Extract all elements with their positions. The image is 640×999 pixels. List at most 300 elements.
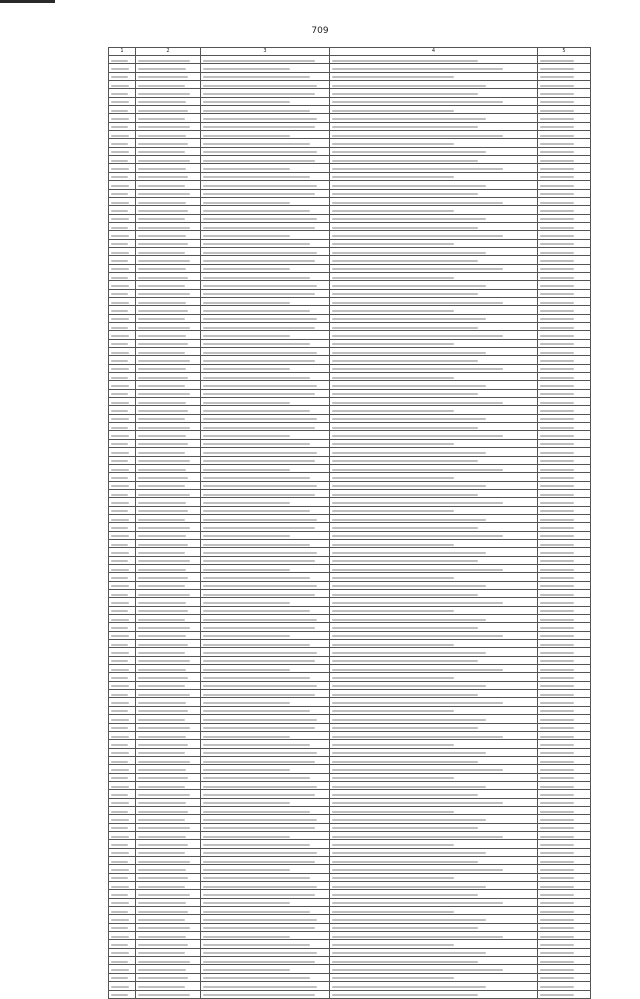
table-cell-col-1	[109, 364, 136, 372]
illegible-text-mark	[111, 60, 128, 62]
illegible-text-mark	[138, 143, 188, 145]
illegible-text-mark	[332, 293, 478, 295]
illegible-text-mark	[332, 377, 454, 379]
table-row	[109, 464, 591, 472]
table-cell-col-2	[136, 481, 201, 489]
table-cell-col-2	[136, 548, 201, 556]
table-cell-col-1	[109, 147, 136, 155]
illegible-text-mark	[111, 460, 128, 462]
illegible-text-mark	[332, 886, 486, 888]
illegible-text-mark	[540, 635, 574, 637]
table-cell-col-1	[109, 214, 136, 222]
table-cell-col-2	[136, 690, 201, 698]
table-cell-col-2	[136, 806, 201, 814]
table-row	[109, 848, 591, 856]
illegible-text-mark	[203, 685, 317, 687]
illegible-text-mark	[203, 502, 290, 504]
table-cell-col-3	[201, 990, 330, 998]
illegible-text-mark	[203, 877, 310, 879]
table-cell-col-1	[109, 131, 136, 139]
table-cell-col-3	[201, 723, 330, 731]
table-cell-col-1	[109, 531, 136, 539]
illegible-text-mark	[540, 235, 574, 237]
table-cell-col-4	[330, 898, 538, 906]
illegible-text-mark	[203, 827, 315, 829]
illegible-text-mark	[540, 427, 574, 429]
illegible-text-mark	[138, 168, 186, 170]
illegible-text-mark	[138, 911, 188, 913]
illegible-text-mark	[540, 469, 574, 471]
illegible-text-mark	[540, 118, 574, 120]
illegible-text-mark	[138, 844, 188, 846]
table-row	[109, 381, 591, 389]
table-cell-col-1	[109, 264, 136, 272]
table-cell-col-2	[136, 473, 201, 481]
table-cell-col-3	[201, 172, 330, 180]
illegible-text-mark	[332, 527, 478, 529]
illegible-text-mark	[138, 619, 185, 621]
illegible-text-mark	[138, 685, 185, 687]
illegible-text-mark	[111, 744, 128, 746]
table-cell-col-3	[201, 364, 330, 372]
table-cell-col-4	[330, 806, 538, 814]
table-cell-col-4	[330, 665, 538, 673]
table-cell-col-2	[136, 857, 201, 865]
illegible-text-mark	[203, 861, 315, 863]
table-cell-col-2	[136, 907, 201, 915]
table-cell-col-3	[201, 915, 330, 923]
table-cell-col-3	[201, 122, 330, 130]
table-cell-col-1	[109, 606, 136, 614]
table-row	[109, 106, 591, 114]
table-cell-col-3	[201, 631, 330, 639]
illegible-text-mark	[111, 827, 128, 829]
table-row	[109, 181, 591, 189]
table-cell-col-2	[136, 781, 201, 789]
illegible-text-mark	[138, 494, 190, 496]
table-cell-col-5	[538, 690, 591, 698]
illegible-text-mark	[138, 560, 190, 562]
illegible-text-mark	[138, 402, 186, 404]
illegible-text-mark	[203, 285, 317, 287]
table-cell-col-2	[136, 364, 201, 372]
illegible-text-mark	[332, 677, 454, 679]
illegible-text-mark	[203, 794, 315, 796]
table-cell-col-2	[136, 665, 201, 673]
table-cell-col-2	[136, 64, 201, 72]
illegible-text-mark	[332, 477, 454, 479]
illegible-text-mark	[111, 777, 128, 779]
table-cell-col-5	[538, 539, 591, 547]
table-row	[109, 748, 591, 756]
illegible-text-mark	[111, 560, 128, 562]
illegible-text-mark	[138, 569, 186, 571]
illegible-text-mark	[111, 861, 128, 863]
illegible-text-mark	[138, 669, 186, 671]
illegible-text-mark	[332, 585, 486, 587]
illegible-text-mark	[203, 277, 310, 279]
table-cell-col-3	[201, 431, 330, 439]
table-cell-col-3	[201, 539, 330, 547]
column-number-row	[109, 48, 591, 56]
illegible-text-mark	[540, 327, 574, 329]
illegible-text-mark	[138, 443, 188, 445]
illegible-text-mark	[540, 101, 574, 103]
table-cell-col-1	[109, 398, 136, 406]
table-cell-col-5	[538, 982, 591, 990]
table-cell-col-5	[538, 932, 591, 940]
table-cell-col-5	[538, 831, 591, 839]
table-cell-col-4	[330, 498, 538, 506]
table-cell-col-3	[201, 731, 330, 739]
table-cell-col-4	[330, 673, 538, 681]
illegible-text-mark	[138, 585, 185, 587]
illegible-text-mark	[111, 677, 128, 679]
table-cell-col-3	[201, 214, 330, 222]
illegible-text-mark	[203, 677, 310, 679]
illegible-text-mark	[203, 852, 317, 854]
table-cell-col-5	[538, 398, 591, 406]
table-cell-col-3	[201, 373, 330, 381]
illegible-text-mark	[203, 85, 317, 87]
illegible-text-mark	[111, 652, 129, 654]
illegible-text-mark	[540, 585, 574, 587]
table-cell-col-4	[330, 72, 538, 80]
table-cell-col-1	[109, 506, 136, 514]
table-cell-col-5	[538, 873, 591, 881]
illegible-text-mark	[111, 961, 128, 963]
illegible-text-mark	[332, 176, 454, 178]
table-row	[109, 364, 591, 372]
table-row	[109, 72, 591, 80]
illegible-text-mark	[540, 76, 574, 78]
illegible-text-mark	[203, 727, 315, 729]
table-cell-col-5	[538, 431, 591, 439]
table-cell-col-3	[201, 681, 330, 689]
table-cell-col-3	[201, 281, 330, 289]
table-cell-col-1	[109, 539, 136, 547]
table-cell-col-1	[109, 423, 136, 431]
table-cell-col-2	[136, 990, 201, 998]
illegible-text-mark	[138, 710, 188, 712]
illegible-text-mark	[540, 911, 574, 913]
table-row	[109, 239, 591, 247]
illegible-text-mark	[332, 902, 503, 904]
illegible-text-mark	[203, 343, 310, 345]
illegible-text-mark	[332, 118, 486, 120]
table-row	[109, 456, 591, 464]
table-cell-col-4	[330, 197, 538, 205]
table-cell-col-2	[136, 272, 201, 280]
table-cell-col-2	[136, 831, 201, 839]
illegible-text-mark	[203, 911, 310, 913]
table-cell-col-5	[538, 790, 591, 798]
table-cell-col-3	[201, 289, 330, 297]
table-row	[109, 731, 591, 739]
table-cell-col-3	[201, 139, 330, 147]
table-cell-col-4	[330, 431, 538, 439]
table-cell-col-5	[538, 640, 591, 648]
table-cell-col-2	[136, 214, 201, 222]
illegible-text-mark	[111, 936, 129, 938]
table-row	[109, 97, 591, 105]
illegible-text-mark	[138, 460, 190, 462]
illegible-text-mark	[203, 719, 317, 721]
illegible-text-mark	[332, 852, 486, 854]
illegible-text-mark	[138, 343, 188, 345]
illegible-text-mark	[111, 886, 129, 888]
table-cell-col-3	[201, 348, 330, 356]
table-cell-col-4	[330, 965, 538, 973]
illegible-text-mark	[138, 677, 188, 679]
illegible-text-mark	[332, 227, 478, 229]
illegible-text-mark	[332, 168, 503, 170]
table-cell-col-3	[201, 456, 330, 464]
illegible-text-mark	[138, 335, 186, 337]
illegible-text-mark	[540, 886, 574, 888]
table-cell-col-3	[201, 489, 330, 497]
illegible-text-mark	[203, 202, 290, 204]
illegible-text-mark	[540, 552, 574, 554]
table-cell-col-1	[109, 973, 136, 981]
table-cell-col-2	[136, 598, 201, 606]
illegible-text-mark	[138, 418, 185, 420]
illegible-text-mark	[332, 685, 486, 687]
table-cell-col-2	[136, 297, 201, 305]
illegible-text-mark	[332, 952, 486, 954]
table-cell-col-4	[330, 648, 538, 656]
illegible-text-mark	[111, 786, 129, 788]
table-cell-col-3	[201, 773, 330, 781]
table-cell-col-2	[136, 398, 201, 406]
table-cell-col-2	[136, 573, 201, 581]
illegible-text-mark	[138, 76, 188, 78]
table-cell-col-5	[538, 556, 591, 564]
table-cell-col-3	[201, 498, 330, 506]
illegible-text-mark	[111, 519, 129, 521]
illegible-text-mark	[111, 710, 128, 712]
table-row	[109, 882, 591, 890]
table-cell-col-4	[330, 823, 538, 831]
table-cell-col-4	[330, 106, 538, 114]
table-cell-col-4	[330, 331, 538, 339]
table-cell-col-3	[201, 156, 330, 164]
illegible-text-mark	[138, 577, 188, 579]
table-cell-col-1	[109, 281, 136, 289]
illegible-text-mark	[332, 819, 486, 821]
table-cell-col-4	[330, 564, 538, 572]
illegible-text-mark	[332, 393, 478, 395]
table-cell-col-4	[330, 272, 538, 280]
table-cell-col-1	[109, 314, 136, 322]
table-cell-col-1	[109, 239, 136, 247]
illegible-text-mark	[540, 936, 574, 938]
table-cell-col-1	[109, 898, 136, 906]
illegible-text-mark	[203, 435, 290, 437]
table-cell-col-5	[538, 473, 591, 481]
table-cell-col-1	[109, 122, 136, 130]
illegible-text-mark	[332, 243, 454, 245]
table-cell-col-4	[330, 289, 538, 297]
table-cell-col-5	[538, 923, 591, 931]
illegible-text-mark	[111, 368, 129, 370]
table-row	[109, 539, 591, 547]
illegible-text-mark	[332, 352, 486, 354]
table-cell-col-5	[538, 156, 591, 164]
table-cell-col-2	[136, 189, 201, 197]
table-cell-col-1	[109, 181, 136, 189]
table-cell-col-2	[136, 156, 201, 164]
table-row	[109, 857, 591, 865]
table-cell-col-3	[201, 189, 330, 197]
illegible-text-mark	[138, 318, 185, 320]
table-cell-col-3	[201, 314, 330, 322]
table-row	[109, 948, 591, 956]
table-cell-col-5	[538, 606, 591, 614]
illegible-text-mark	[540, 794, 574, 796]
illegible-text-mark	[111, 602, 129, 604]
table-cell-col-4	[330, 156, 538, 164]
illegible-text-mark	[138, 660, 190, 662]
illegible-text-mark	[111, 761, 128, 763]
table-cell-col-4	[330, 598, 538, 606]
illegible-text-mark	[138, 927, 190, 929]
illegible-text-mark	[540, 977, 574, 979]
table-cell-col-2	[136, 222, 201, 230]
table-cell-col-2	[136, 122, 201, 130]
table-cell-col-4	[330, 131, 538, 139]
table-cell-col-4	[330, 781, 538, 789]
table-cell-col-4	[330, 923, 538, 931]
table-row	[109, 656, 591, 664]
table-cell-col-5	[538, 598, 591, 606]
table-cell-col-1	[109, 297, 136, 305]
table-cell-col-5	[538, 439, 591, 447]
illegible-text-mark	[111, 494, 128, 496]
table-cell-col-3	[201, 781, 330, 789]
table-cell-col-5	[538, 456, 591, 464]
table-cell-col-4	[330, 64, 538, 72]
illegible-text-mark	[138, 193, 190, 195]
table-cell-col-5	[538, 289, 591, 297]
table-cell-col-3	[201, 389, 330, 397]
table-row	[109, 865, 591, 873]
table-cell-col-1	[109, 740, 136, 748]
table-cell-col-2	[136, 681, 201, 689]
table-cell-col-2	[136, 172, 201, 180]
table-cell-col-3	[201, 982, 330, 990]
table-cell-col-4	[330, 948, 538, 956]
illegible-text-mark	[540, 577, 574, 579]
table-cell-col-5	[538, 281, 591, 289]
table-cell-col-1	[109, 615, 136, 623]
table-row	[109, 806, 591, 814]
illegible-text-mark	[203, 660, 315, 662]
table-cell-col-5	[538, 706, 591, 714]
illegible-text-mark	[332, 427, 478, 429]
illegible-text-mark	[203, 544, 310, 546]
illegible-text-mark	[203, 76, 310, 78]
table-row	[109, 756, 591, 764]
table-cell-col-4	[330, 723, 538, 731]
table-cell-col-1	[109, 865, 136, 873]
illegible-text-mark	[203, 952, 317, 954]
illegible-text-mark	[332, 894, 478, 896]
illegible-text-mark	[111, 360, 128, 362]
table-cell-col-1	[109, 665, 136, 673]
table-cell-col-1	[109, 957, 136, 965]
table-cell-col-2	[136, 289, 201, 297]
illegible-text-mark	[332, 335, 503, 337]
illegible-text-mark	[540, 894, 574, 896]
table-cell-col-2	[136, 723, 201, 731]
table-cell-col-1	[109, 990, 136, 998]
table-cell-col-2	[136, 940, 201, 948]
illegible-text-mark	[111, 552, 129, 554]
illegible-text-mark	[111, 485, 129, 487]
illegible-text-mark	[111, 427, 128, 429]
illegible-text-mark	[111, 118, 129, 120]
illegible-text-mark	[540, 761, 574, 763]
table-cell-col-2	[136, 898, 201, 906]
table-cell-col-3	[201, 297, 330, 305]
illegible-text-mark	[138, 602, 186, 604]
table-cell-col-3	[201, 406, 330, 414]
table-cell-col-3	[201, 848, 330, 856]
table-cell-col-2	[136, 656, 201, 664]
table-cell-col-2	[136, 840, 201, 848]
table-row	[109, 831, 591, 839]
illegible-text-mark	[111, 769, 129, 771]
table-cell-col-2	[136, 414, 201, 422]
table-row	[109, 231, 591, 239]
illegible-text-mark	[138, 769, 186, 771]
table-cell-col-2	[136, 131, 201, 139]
table-cell-col-5	[538, 256, 591, 264]
table-cell-col-1	[109, 373, 136, 381]
illegible-text-mark	[111, 335, 129, 337]
illegible-text-mark	[203, 310, 310, 312]
table-cell-col-3	[201, 940, 330, 948]
table-cell-col-2	[136, 915, 201, 923]
table-cell-col-3	[201, 531, 330, 539]
table-cell-col-2	[136, 389, 201, 397]
table-cell-col-2	[136, 815, 201, 823]
illegible-text-mark	[332, 911, 454, 913]
table-cell-col-5	[538, 297, 591, 305]
table-cell-col-1	[109, 723, 136, 731]
table-cell-col-4	[330, 122, 538, 130]
table-row	[109, 423, 591, 431]
table-row	[109, 481, 591, 489]
illegible-text-mark	[203, 635, 290, 637]
illegible-text-mark	[138, 519, 185, 521]
illegible-text-mark	[111, 911, 128, 913]
table-cell-col-3	[201, 323, 330, 331]
illegible-text-mark	[203, 744, 310, 746]
table-cell-col-4	[330, 114, 538, 122]
illegible-text-mark	[203, 994, 315, 996]
illegible-text-mark	[540, 285, 574, 287]
illegible-text-mark	[332, 443, 454, 445]
table-cell-col-2	[136, 456, 201, 464]
table-cell-col-3	[201, 907, 330, 915]
illegible-text-mark	[111, 902, 129, 904]
illegible-text-mark	[138, 218, 185, 220]
illegible-text-mark	[203, 961, 315, 963]
illegible-text-mark	[203, 368, 290, 370]
illegible-text-mark	[203, 569, 290, 571]
